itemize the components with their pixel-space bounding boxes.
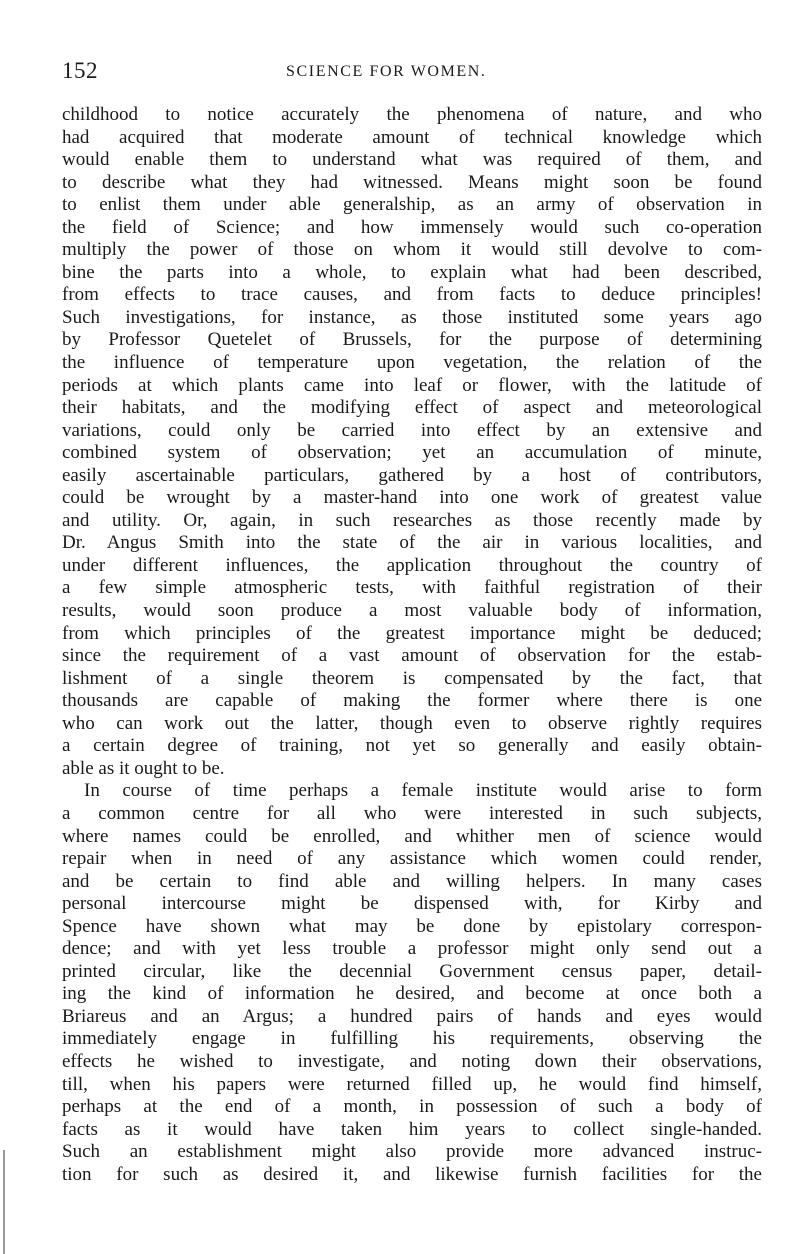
text-line: the influence of temperature upon vegetation, the relation of the [62,352,762,374]
text-line: variations, could only be carried into effect by an extensive and [62,419,762,441]
text-line: periods at which plants came into leaf or flower, with the latitude of [62,374,762,396]
text-line: a common centre for all who were interested in such subjects, [62,802,762,824]
text-line: where names could be enrolled, and whither men of science would [62,825,762,847]
text-line: to describe what they had witnessed. Means might soon be found [62,171,762,193]
text-line: personal intercourse might be dispensed with, for Kirby and [62,893,762,915]
paragraph-start-line: In course of time perhaps a female institute would arise to form [84,780,762,802]
text-line: bine the parts into a whole, to explain what had been described, [62,261,762,283]
text-line: and be certain to find able and willing helpers. In many cases [62,870,762,892]
text-line: Dr. Angus Smith into the state of the air in various localities, and [62,532,762,554]
text-line: facts as it would have taken him years to collect single-handed. [62,1118,762,1140]
text-line: multiply the power of those on whom it would still devolve to com- [62,239,762,261]
text-line: and utility. Or, again, in such researches as those recently made by [62,509,762,531]
text-line: Such an establishment might also provide more advanced instruc- [62,1141,762,1163]
text-line: lishment of a single theorem is compensated by the fact, that [62,667,762,689]
text-line: Such investigations, for instance, as those instituted some years ago [62,306,762,328]
text-line: ing the kind of information he desired, and become at once both a [62,983,762,1005]
text-line: from which principles of the greatest importance might be deduced; [62,622,762,644]
text-line: childhood to notice accurately the phenomena of nature, and who [62,104,762,125]
text-line: to enlist them under able generalship, as an army of observation in [62,194,762,216]
page-binding-edge [3,1150,5,1254]
text-line: Briareus and an Argus; a hundred pairs of hands and eyes would [62,1005,762,1027]
text-line: a few simple atmospheric tests, with faithful registration of their [62,577,762,599]
text-line: results, would soon produce a most valuable body of information, [62,600,762,622]
text-line: till, when his papers were returned filled up, he would find himself, [62,1073,762,1095]
text-line: Spence have shown what may be done by epistolary correspon- [62,915,762,937]
text-line: dence; and with yet less trouble a professor might only send out a [62,938,762,960]
text-line: had acquired that moderate amount of technical knowledge which [62,126,762,148]
running-title: SCIENCE FOR WOMEN. [286,63,487,80]
text-line: from effects to trace causes, and from facts to deduce principles! [62,284,762,306]
text-line: their habitats, and the modifying effect of aspect and meteorological [62,397,762,419]
text-line: combined system of observation; yet an accumulation of minute, [62,442,762,464]
text-line: immediately engage in fulfilling his requirements, observing the [62,1028,762,1050]
running-head [62,56,762,90]
text-line: perhaps at the end of a month, in possession of such a body of [62,1096,762,1118]
text-line: under different influences, the application throughout the country of [62,554,762,576]
text-line: a certain degree of training, not yet so generally and easily obtain- [62,735,762,757]
text-line: by Professor Quetelet of Brussels, for the purpose of determining [62,329,762,351]
text-line: easily ascertainable particulars, gathered by a host of contributors, [62,464,762,486]
body-text [62,104,762,1186]
text-line: thousands are capable of making the former where there is one [62,690,762,712]
text-line: repair when in need of any assistance which women could render, [62,848,762,870]
text-line: who can work out the latter, though even to observe rightly requires [62,712,762,734]
text-line: since the requirement of a vast amount of observation for the estab- [62,645,762,667]
text-line: the field of Science; and how immensely would such co-operation [62,216,762,238]
page-number: 152 [62,58,98,83]
text-line: tion for such as desired it, and likewise furnish facilities for the [62,1163,762,1185]
text-line: would enable them to understand what was required of them, and [62,149,762,171]
text-line: could be wrought by a master-hand into one work of greatest value [62,487,762,509]
text-line: printed circular, like the decennial Government census paper, detail- [62,960,762,982]
text-line: effects he wished to investigate, and noting down their observations, [62,1050,762,1072]
paragraph-end-line: able as it ought to be. [62,757,225,779]
